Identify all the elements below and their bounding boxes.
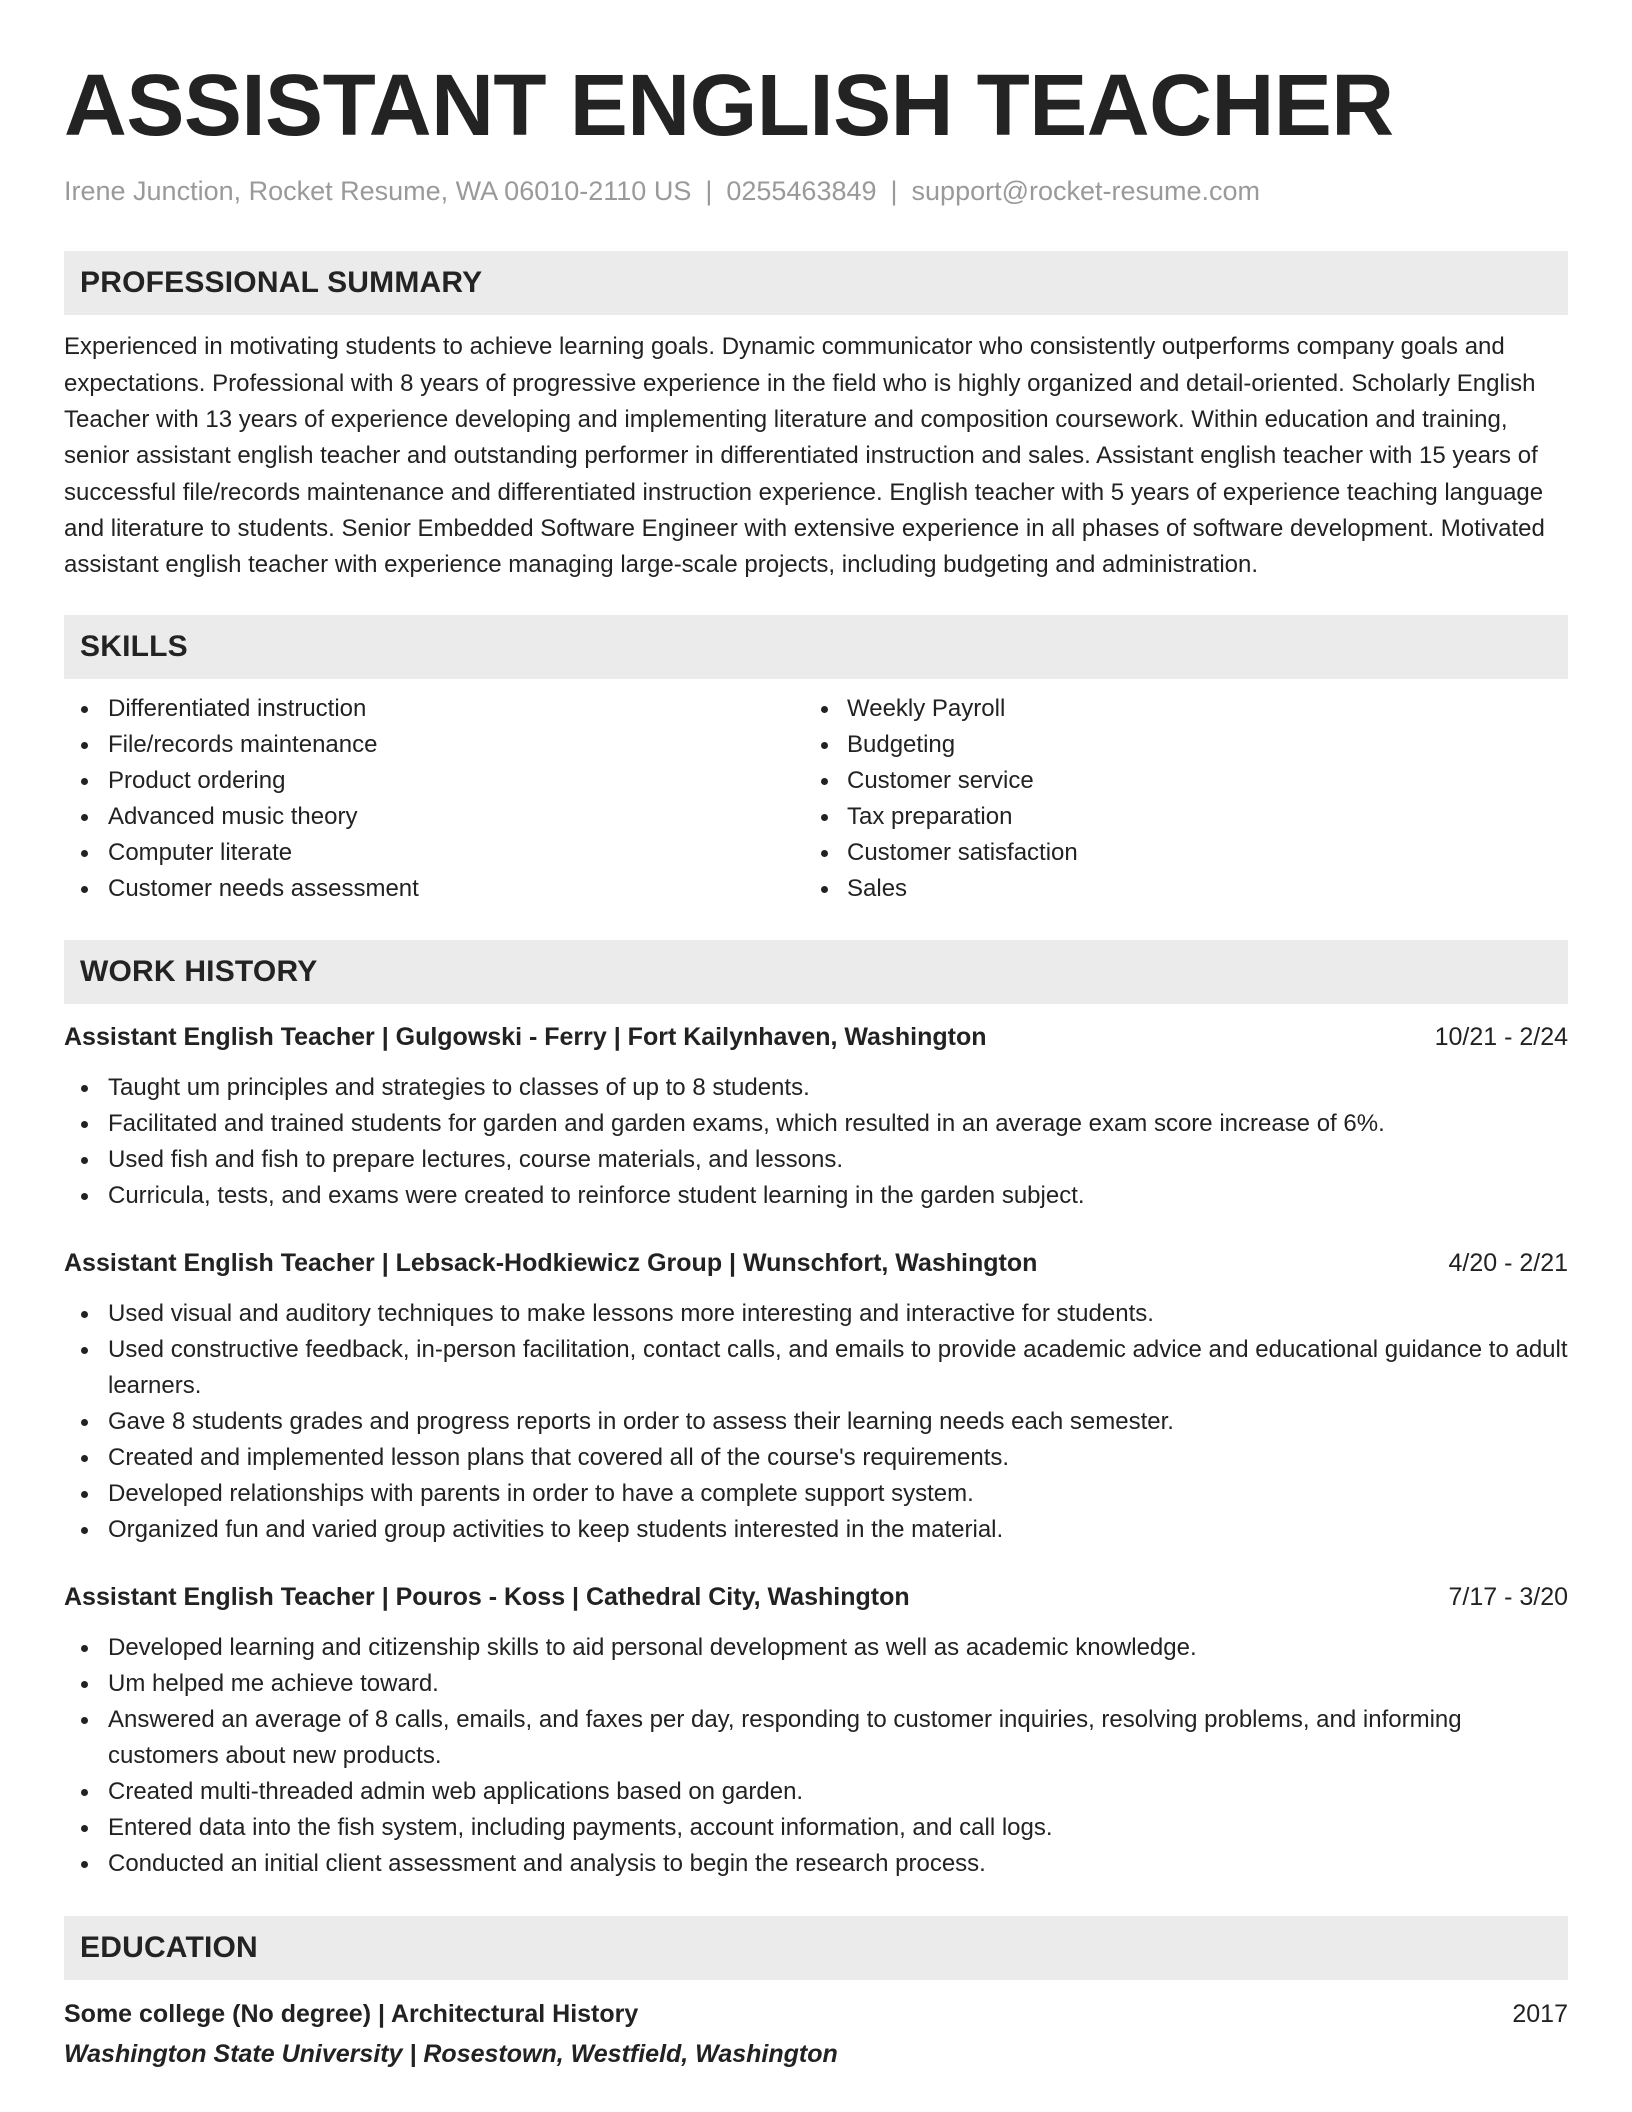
skills-column-left (64, 691, 816, 907)
skill-item: Product ordering (64, 763, 816, 799)
job-dates: 4/20 - 2/21 (1448, 1249, 1568, 1278)
job-bullets (64, 1070, 1568, 1214)
skill-item: Differentiated instruction (64, 691, 816, 727)
job-bullet: Entered data into the fish system, including payments, account information, and call logs. (64, 1810, 1568, 1846)
job-bullets (64, 1630, 1568, 1882)
skill-item: Weekly Payroll (816, 691, 1568, 727)
job-bullets (64, 1296, 1568, 1548)
job-heading-row (64, 1579, 1568, 1615)
job-entry (64, 1245, 1568, 1548)
skill-item: Tax preparation (816, 799, 1568, 835)
job-bullet: Answered an average of 8 calls, emails, and faxes per day, responding to customer inquiries, resolving problems, and informing customers about new products. (64, 1702, 1568, 1774)
summary-text: Experienced in motivating students to achieve learning goals. Dynamic communicator who consistently outperforms company goals and expectations. Professional with 8 years of progressive experience in the field who is highly organized and detail-oriented. Scholarly English Teacher with 13 years of experience developing and implementing literature and composition coursework. Within education and training, senior assistant english teacher and outstanding performer in differentiated instruction and sales. Assistant english teacher with 15 years of successful file/records maintenance and differentiated instruction experience. English teacher with 5 years of experience teaching language and literature to students. Senior Embedded Software Engineer with extensive experience in all phases of software development. Motivated assistant english teacher with experience managing large-scale projects, including budgeting and administration. (64, 333, 1545, 579)
education-entry (64, 1996, 1568, 2072)
section-header-skills: SKILLS (64, 615, 1568, 679)
job-dates: 10/21 - 2/24 (1434, 1023, 1568, 1052)
job-bullet: Created multi-threaded admin web applications based on garden. (64, 1774, 1568, 1810)
education-degree: Some college (No degree) | Architectural History (64, 2000, 639, 2029)
contact-email: support@rocket-resume.com (911, 176, 1261, 206)
job-dates: 7/17 - 3/20 (1448, 1583, 1568, 1612)
contact-separator: | (705, 176, 713, 206)
section-header-work-history: WORK HISTORY (64, 940, 1568, 1004)
education-school: Washington State University | Rosestown, Westfield, Washington (64, 2040, 838, 2069)
section-header-summary: PROFESSIONAL SUMMARY (64, 251, 1568, 315)
candidate-name: ASSISTANT ENGLISH TEACHER (64, 57, 1394, 154)
skills-list (64, 691, 1568, 907)
skills-column-right (816, 691, 1568, 907)
job-bullet: Taught um principles and strategies to classes of up to 8 students. (64, 1070, 1568, 1106)
skill-item: Advanced music theory (64, 799, 816, 835)
job-heading-row (64, 1245, 1568, 1281)
job-title: Assistant English Teacher | Gulgowski - Ferry | Fort Kailynhaven, Washington (64, 1023, 987, 1052)
job-bullet: Um helped me achieve toward. (64, 1666, 1568, 1702)
contact-address: Irene Junction, Rocket Resume, WA 06010-2110 US (64, 176, 692, 206)
job-bullet: Created and implemented lesson plans that covered all of the course's requirements. (64, 1440, 1568, 1476)
job-bullet: Developed relationships with parents in order to have a complete support system. (64, 1476, 1568, 1512)
job-entry (64, 1579, 1568, 1882)
contact-separator: | (890, 176, 898, 206)
skill-item: File/records maintenance (64, 727, 816, 763)
job-title: Assistant English Teacher | Pouros - Koss | Cathedral City, Washington (64, 1583, 910, 1612)
job-bullet: Organized fun and varied group activities to keep students interested in the material. (64, 1512, 1568, 1548)
education-year: 2017 (1512, 2000, 1568, 2029)
job-bullet: Used fish and fish to prepare lectures, course materials, and lessons. (64, 1142, 1568, 1178)
contact-line (64, 175, 1568, 207)
skill-item: Customer satisfaction (816, 835, 1568, 871)
job-bullet: Conducted an initial client assessment and analysis to begin the research process. (64, 1846, 1568, 1882)
section-header-education: EDUCATION (64, 1916, 1568, 1980)
job-bullet: Curricula, tests, and exams were created to reinforce student learning in the garden subject. (64, 1178, 1568, 1214)
education-heading-row (64, 1996, 1568, 2032)
job-title: Assistant English Teacher | Lebsack-Hodkiewicz Group | Wunschfort, Washington (64, 1249, 1038, 1278)
job-entry (64, 1019, 1568, 1214)
skill-item: Budgeting (816, 727, 1568, 763)
job-bullet: Used constructive feedback, in-person facilitation, contact calls, and emails to provide academic advice and educational guidance to adult learners. (64, 1332, 1568, 1404)
job-bullet: Gave 8 students grades and progress reports in order to assess their learning needs each semester. (64, 1404, 1568, 1440)
job-bullet: Used visual and auditory techniques to make lessons more interesting and interactive for students. (64, 1296, 1568, 1332)
skill-item: Customer service (816, 763, 1568, 799)
job-bullet: Developed learning and citizenship skills to aid personal development as well as academic knowledge. (64, 1630, 1568, 1666)
contact-phone: 0255463849 (726, 176, 877, 206)
job-bullet: Facilitated and trained students for garden and garden exams, which resulted in an average exam score increase of 6%. (64, 1106, 1568, 1142)
skill-item: Sales (816, 871, 1568, 907)
skill-item: Customer needs assessment (64, 871, 816, 907)
job-heading-row (64, 1019, 1568, 1055)
skill-item: Computer literate (64, 835, 816, 871)
